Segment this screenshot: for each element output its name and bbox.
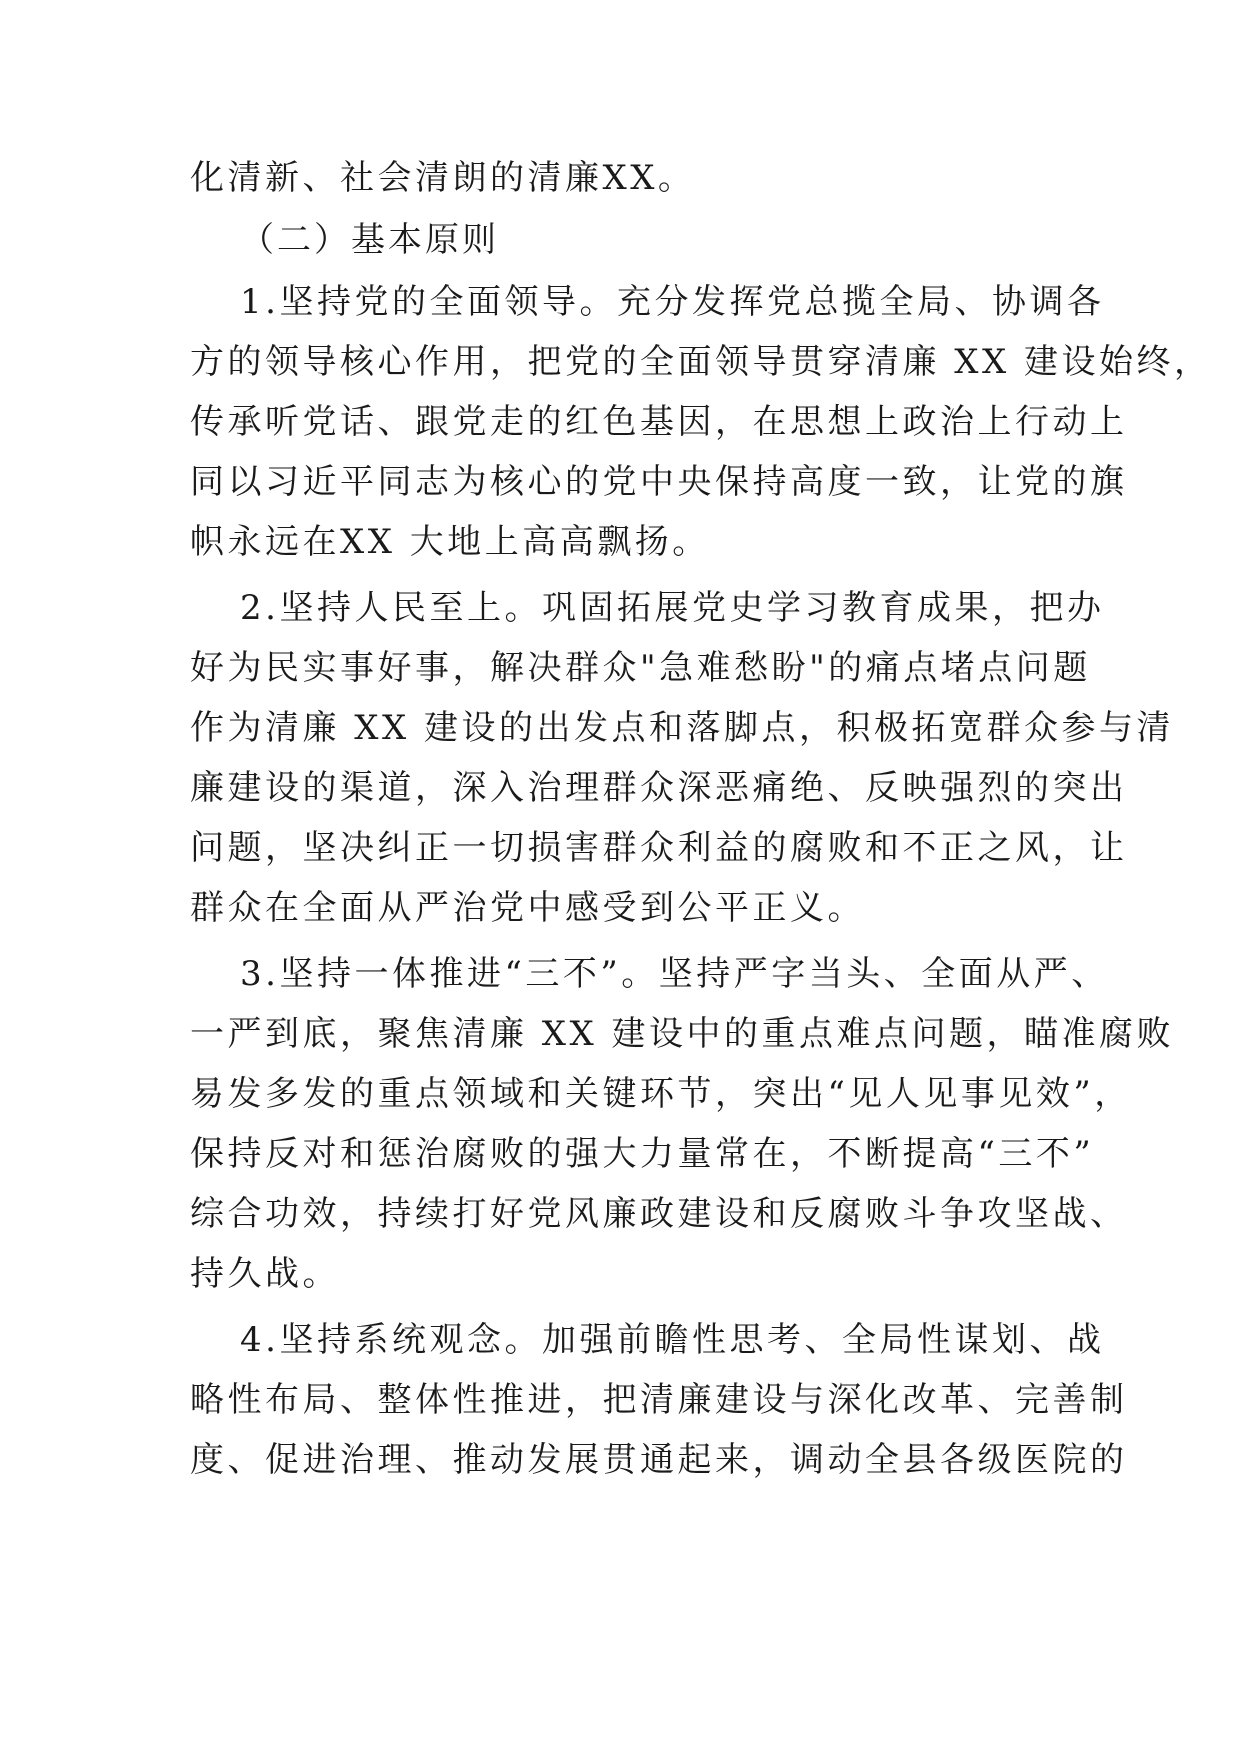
text-line-continuation: 化清新、社会清朗的清廉XX。 bbox=[190, 158, 696, 198]
principle-2-line-4: 廉建设的渠道，深入治理群众深恶痛绝、反映强烈的突出 bbox=[190, 768, 1128, 808]
principle-4-line-2: 略性布局、整体性推进，把清廉建设与深化改革、完善制 bbox=[190, 1380, 1128, 1420]
principle-2-line-5: 问题，坚决纠正一切损害群众利益的腐败和不正之风，让 bbox=[190, 828, 1128, 868]
principle-2-line-1: 2.坚持人民至上。巩固拓展党史学习教育成果，把办 bbox=[240, 588, 1105, 628]
principle-3-line-3: 易发多发的重点领域和关键环节，突出“见人见事见效”， bbox=[190, 1074, 1132, 1114]
section-heading: （二）基本原则 bbox=[240, 220, 499, 260]
principle-2-line-2: 好为民实事好事，解决群众"急难愁盼"的痛点堵点问题 bbox=[190, 648, 1091, 688]
principle-3-line-6: 持久战。 bbox=[190, 1254, 340, 1294]
principle-1-line-5: 帜永远在XX 大地上高高飘扬。 bbox=[190, 522, 710, 562]
principle-3-line-2: 一严到底，聚焦清廉 XX 建设中的重点难点问题，瞄准腐败 bbox=[190, 1014, 1175, 1054]
principle-1-line-1: 1.坚持党的全面领导。充分发挥党总揽全局、协调各 bbox=[240, 282, 1105, 322]
principle-2-line-6: 群众在全面从严治党中感受到公平正义。 bbox=[190, 888, 865, 928]
principle-3-line-4: 保持反对和惩治腐败的强大力量常在，不断提高“三不” bbox=[190, 1134, 1095, 1174]
principle-4-line-3: 度、促进治理、推动发展贯通起来，调动全县各级医院的 bbox=[190, 1440, 1128, 1480]
principle-3-line-5: 综合功效，持续打好党风廉政建设和反腐败斗争攻坚战、 bbox=[190, 1194, 1128, 1234]
principle-1-line-3: 传承听党话、跟党走的红色基因，在思想上政治上行动上 bbox=[190, 402, 1128, 442]
principle-4-line-1: 4.坚持系统观念。加强前瞻性思考、全局性谋划、战 bbox=[240, 1320, 1105, 1360]
principle-1-line-4: 同以习近平同志为核心的党中央保持高度一致，让党的旗 bbox=[190, 462, 1128, 502]
principle-3-line-1: 3.坚持一体推进“三不”。坚持严字当头、全面从严、 bbox=[240, 954, 1109, 994]
principle-1-line-2: 方的领导核心作用，把党的全面领导贯穿清廉 XX 建设始终， bbox=[190, 342, 1212, 382]
principle-2-line-3: 作为清廉 XX 建设的出发点和落脚点，积极拓宽群众参与清 bbox=[190, 708, 1175, 748]
